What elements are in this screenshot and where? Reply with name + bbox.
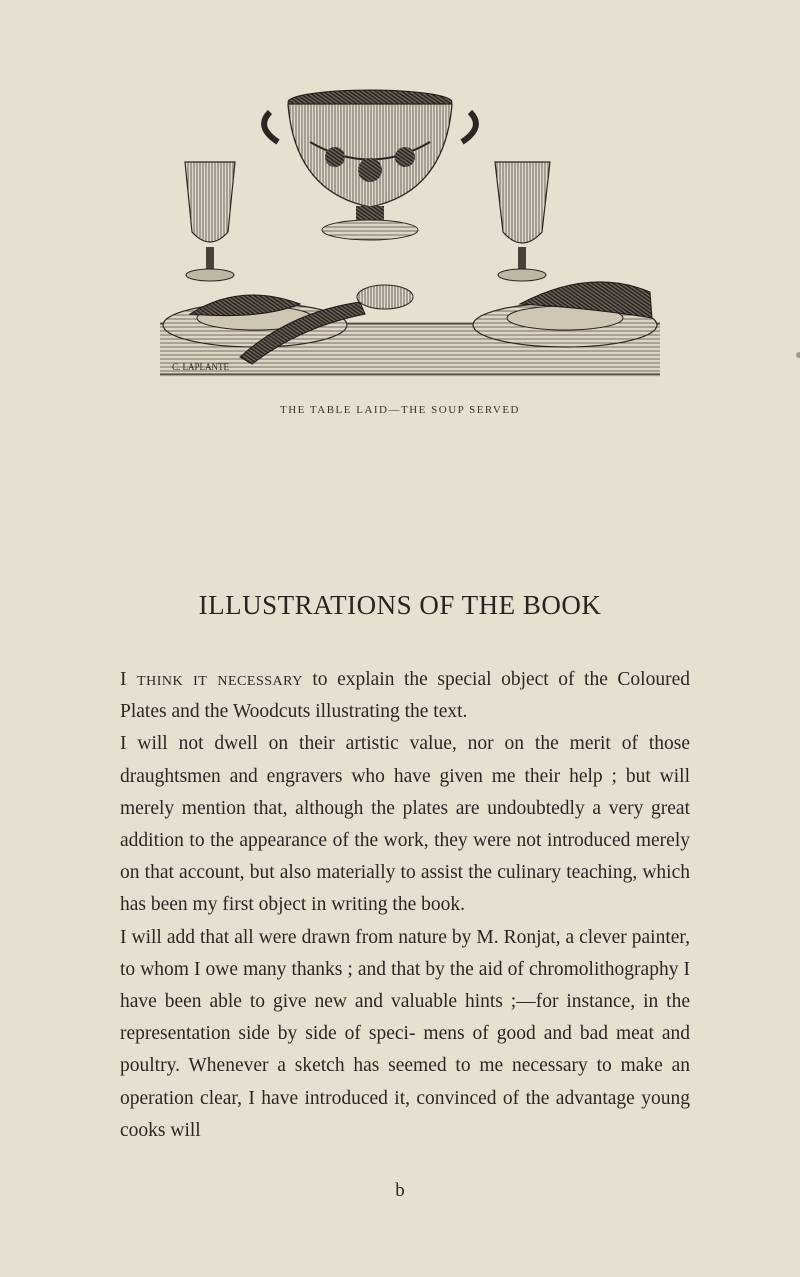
artist-signature: C. LAPLANTE (172, 362, 229, 372)
paragraph-1-rest: to explain the special object of the Coloured Plates and the Woodcuts illustrating the text. (120, 669, 690, 723)
paragraph-2: I will not dwell on their artistic value, nor on the merit of those draughtsmen and engravers who have given me their help ; but will merely mention that, although the plates are undoubtedly a very great addition to the appearance of the work, they were not introduced merely on that account, but also materially to assist the culinary teaching, which has been my first object in writing the book. (120, 733, 690, 916)
body-text (120, 664, 690, 1147)
illustration-caption: THE TABLE LAID—THE SOUP SERVED (279, 404, 520, 416)
soup-tureen (264, 90, 476, 240)
paragraph-1 (120, 664, 690, 728)
page-heading: ILLUSTRATIONS OF THE BOOK (198, 590, 602, 620)
foxing-spot (796, 352, 800, 358)
paragraph-3: I will add that all were drawn from nature by M. Ronjat, a clever painter, to whom I owe many thanks ; and that by the aid of chromolithography I have been able to give new and valuable hints ;—for instance, in the representation side by side of speci- mens of good and bad meat and poultry. Whenever a sketch has seemed to me necessary to make an operation clear, I have introduced it, convinced of the advantage young cooks will (120, 926, 690, 1141)
left-wine-glass (185, 162, 235, 281)
table-setting-engraving (160, 82, 660, 382)
lead-in-smallcaps: I think it necessary (120, 669, 303, 690)
right-plate (473, 282, 657, 347)
right-wine-glass (495, 162, 550, 281)
signature-mark: b (395, 1180, 405, 1201)
